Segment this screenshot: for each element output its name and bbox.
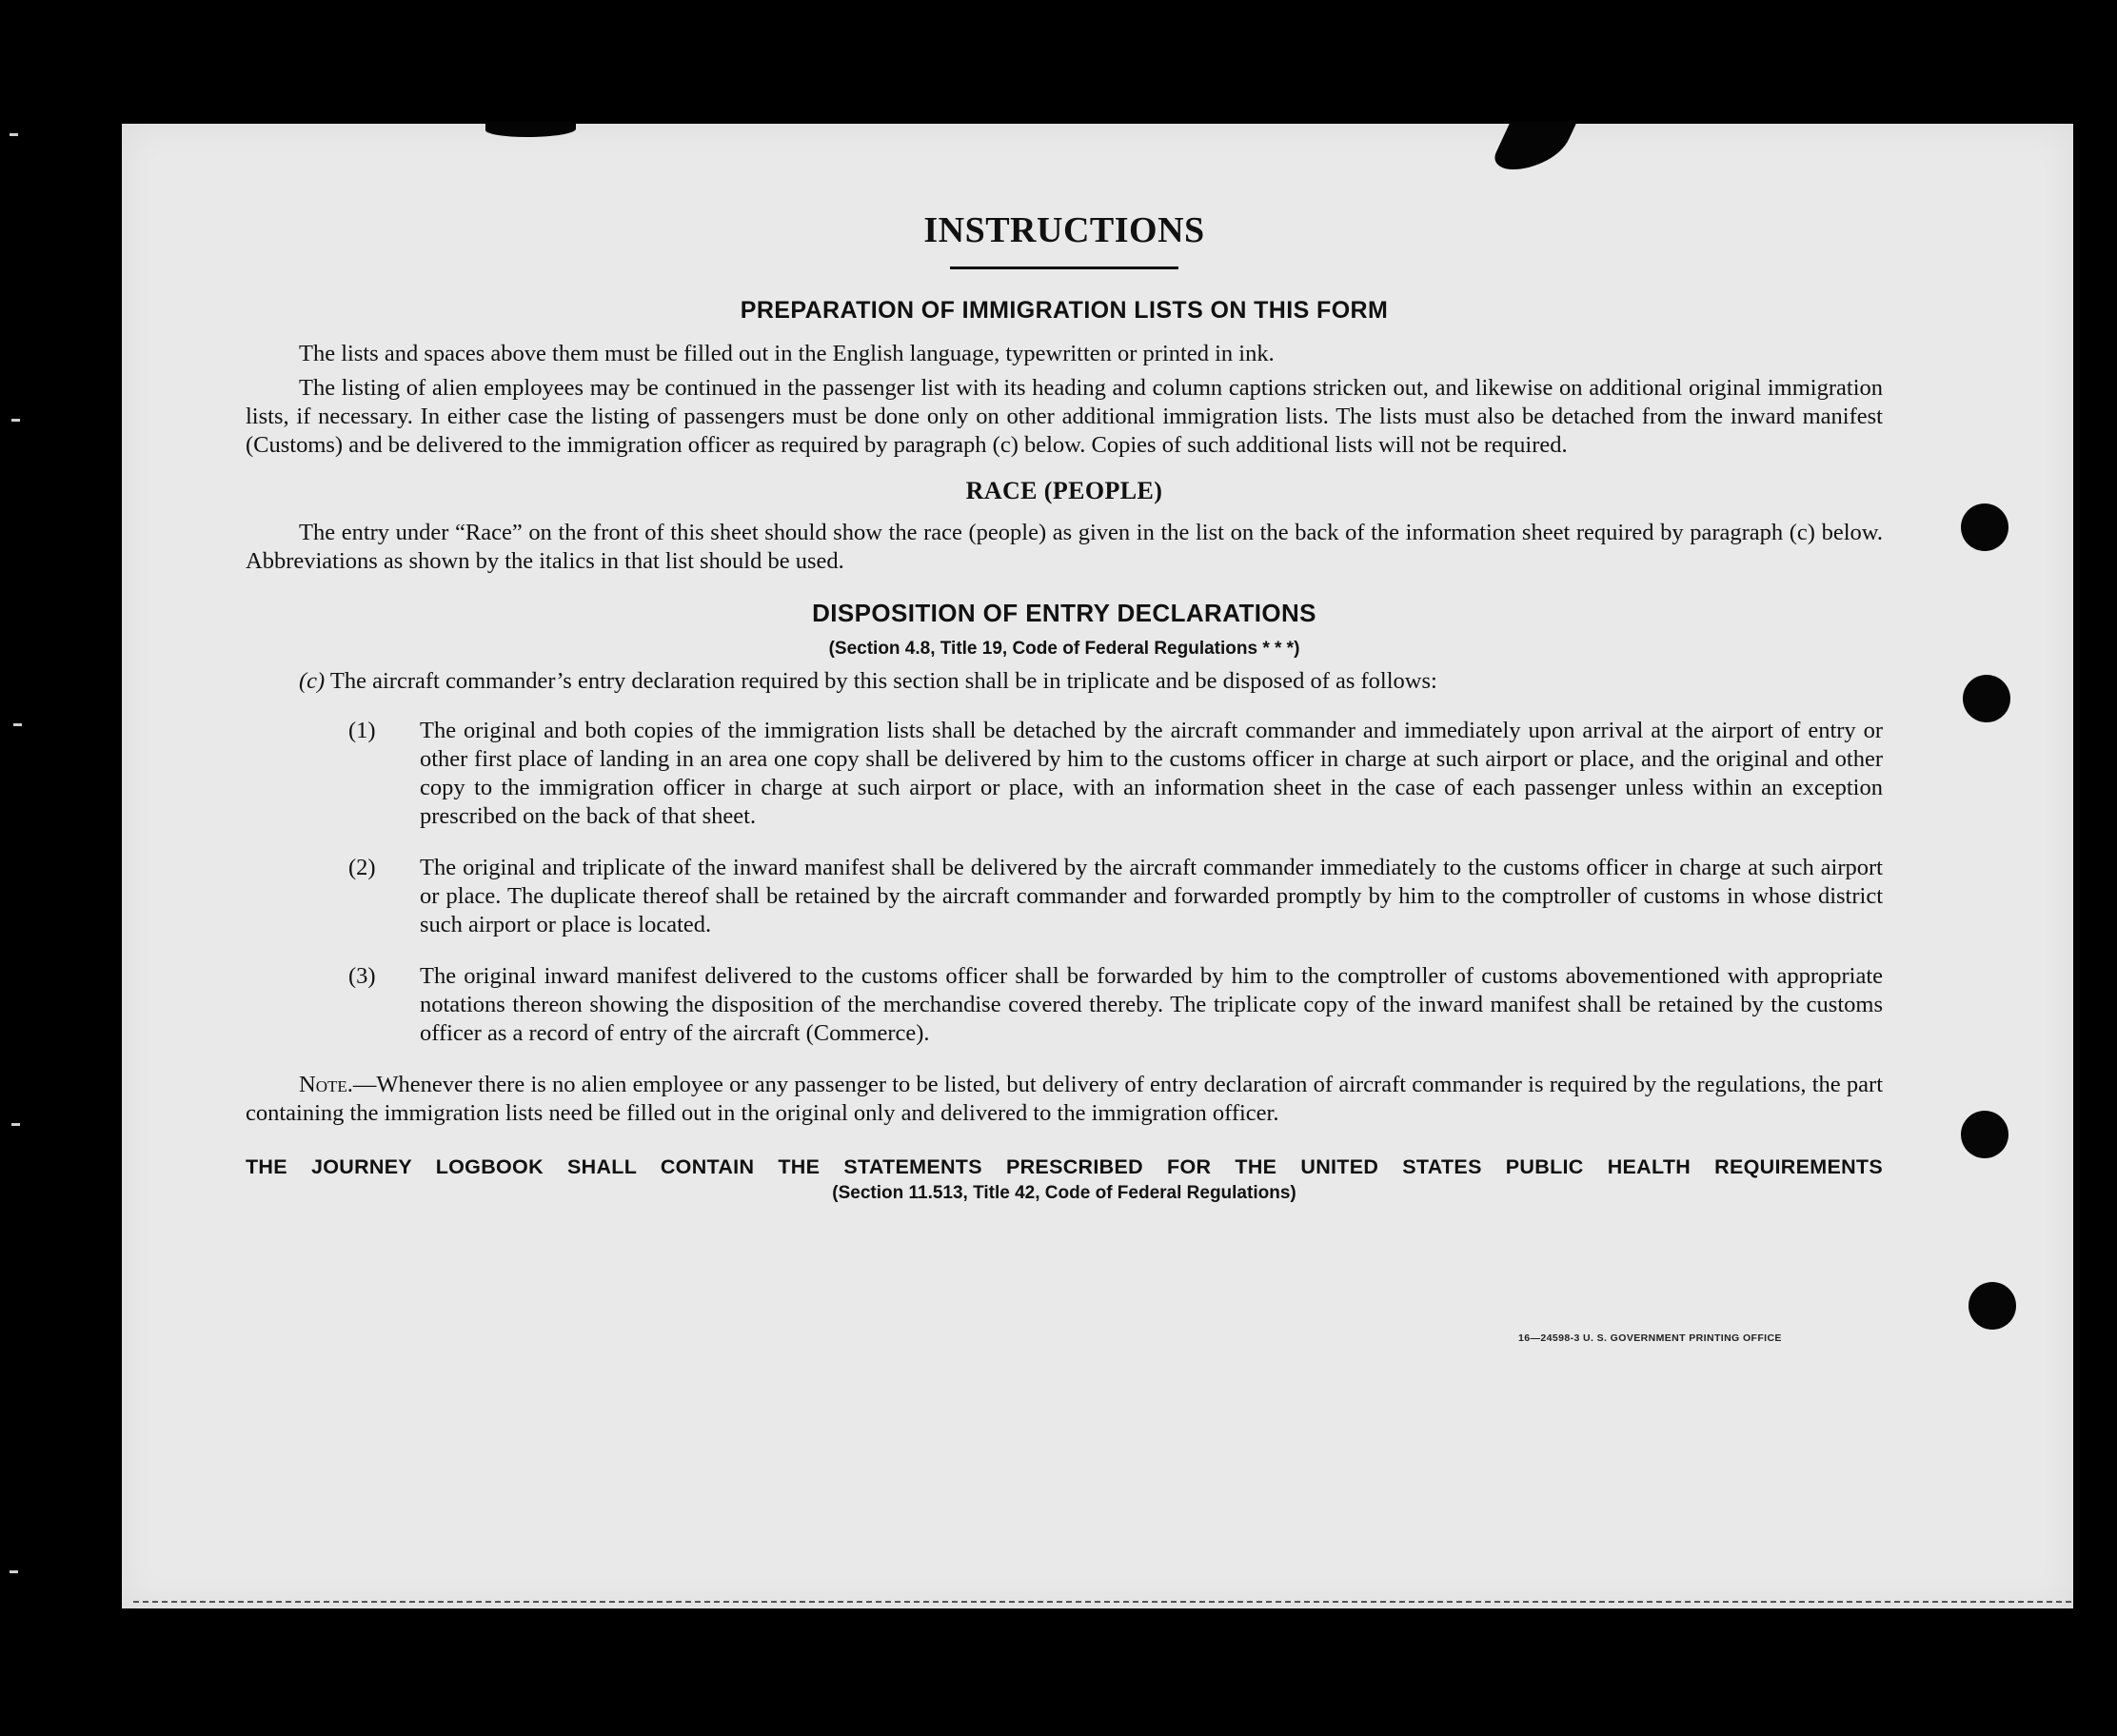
item-text: The original inward manifest delivered to the customs officer shall be forwarded by him to the comptroller of customs abovementioned with appropriate notations thereon showing the disposition of the merchandise covered thereby. The triplicate copy of the inward manifest shall be retained by the customs officer as a record of entry of the aircraft (Commerce). <box>420 963 1883 1046</box>
note-text: —Whenever there is no alien employee or any passenger to be listed, but delivery of entry declaration of aircraft commander is required by the regulations, the part containing the immigration lists need be filled out in the original only and delivered to the immigration officer. <box>246 1072 1883 1126</box>
disposition-citation: (Section 4.8, Title 19, Code of Federal Regulations * * *) <box>828 639 1300 659</box>
item-text: The original and both copies of the immigration lists shall be detached by the aircraft commander and immediately upon arrival at the airport of entry or other first place of landing in an area one copy shall be delivered by him to the customs officer in charge at such airport or place, and the original and other copy to the immigration officer in charge at such airport or place, with an information sheet in the case of each passenger unless within an exception prescribed on the back of that sheet. <box>420 718 1883 829</box>
clause-c-label: (c) <box>299 668 326 694</box>
scan-speck <box>11 419 20 422</box>
scan-speck <box>10 1570 18 1573</box>
item-number: (1) <box>348 718 376 743</box>
title-rule <box>950 266 1178 269</box>
instructions-content <box>246 200 1883 1206</box>
race-paragraph: The entry under “Race” on the front of this sheet should show the race (people) as given in the list on the back of the information sheet required by paragraph (c) below. Abbreviations as shown by the italics in that list should be used. <box>246 520 1883 574</box>
note-label: Note. <box>299 1072 353 1097</box>
perforated-edge <box>133 1601 2071 1603</box>
page-title: INSTRUCTIONS <box>923 210 1205 250</box>
punch-hole <box>1961 503 2008 551</box>
clause-c <box>299 667 1883 696</box>
scan-speck <box>11 1123 20 1126</box>
race-heading: RACE (PEOPLE) <box>965 477 1163 504</box>
disposition-item <box>246 854 1883 939</box>
item-text: The original and triplicate of the inward manifest shall be delivered by the aircraft commander immediately to the customs officer in charge at such airport or place. The duplicate thereof shall be retained by the aircraft commander and forwarded promptly by him to the comptroller of customs in whose district such airport or place is located. <box>420 855 1883 937</box>
health-statement: THE JOURNEY LOGBOOK SHALL CONTAIN THE STATEMENTS PRESCRIBED FOR THE UNITED STATES PUBLIC HEALTH REQUIREMENTS <box>246 1155 1883 1178</box>
disposition-heading: DISPOSITION OF ENTRY DECLARATIONS <box>812 599 1316 627</box>
punch-hole <box>1961 1111 2008 1158</box>
preparation-paragraph-2: The listing of alien employees may be continued in the passenger list with its heading and column captions stricken out, and likewise on additional original immigration lists, if necessary. In either case the listing of passengers must be done only on other additional immigration lists. The lists must also be detached from the inward manifest (Customs) and be delivered to the immigration officer as required by paragraph (c) below. Copies of such additional lists will not be required. <box>246 375 1883 458</box>
item-number: (2) <box>348 855 376 880</box>
clause-c-text: The aircraft commander’s entry declaration required by this section shall be in triplicate and be disposed of as follows: <box>329 668 1437 694</box>
disposition-item <box>246 962 1883 1048</box>
health-citation: (Section 11.513, Title 42, Code of Federal Regulations) <box>832 1183 1296 1203</box>
preparation-heading: PREPARATION OF IMMIGRATION LISTS ON THIS FORM <box>740 297 1389 324</box>
item-number: (3) <box>348 963 376 989</box>
punch-hole <box>1969 1282 2016 1330</box>
punch-hole <box>1963 675 2010 722</box>
scan-speck <box>10 133 18 136</box>
preparation-paragraph-1: The lists and spaces above them must be filled out in the English language, typewritten or printed in ink. <box>299 341 1275 366</box>
note-paragraph <box>246 1071 1883 1128</box>
disposition-item <box>246 717 1883 831</box>
printing-office-imprint: 16—24598-3 U. S. GOVERNMENT PRINTING OFFICE <box>1518 1332 1782 1344</box>
scan-speck <box>13 723 22 726</box>
